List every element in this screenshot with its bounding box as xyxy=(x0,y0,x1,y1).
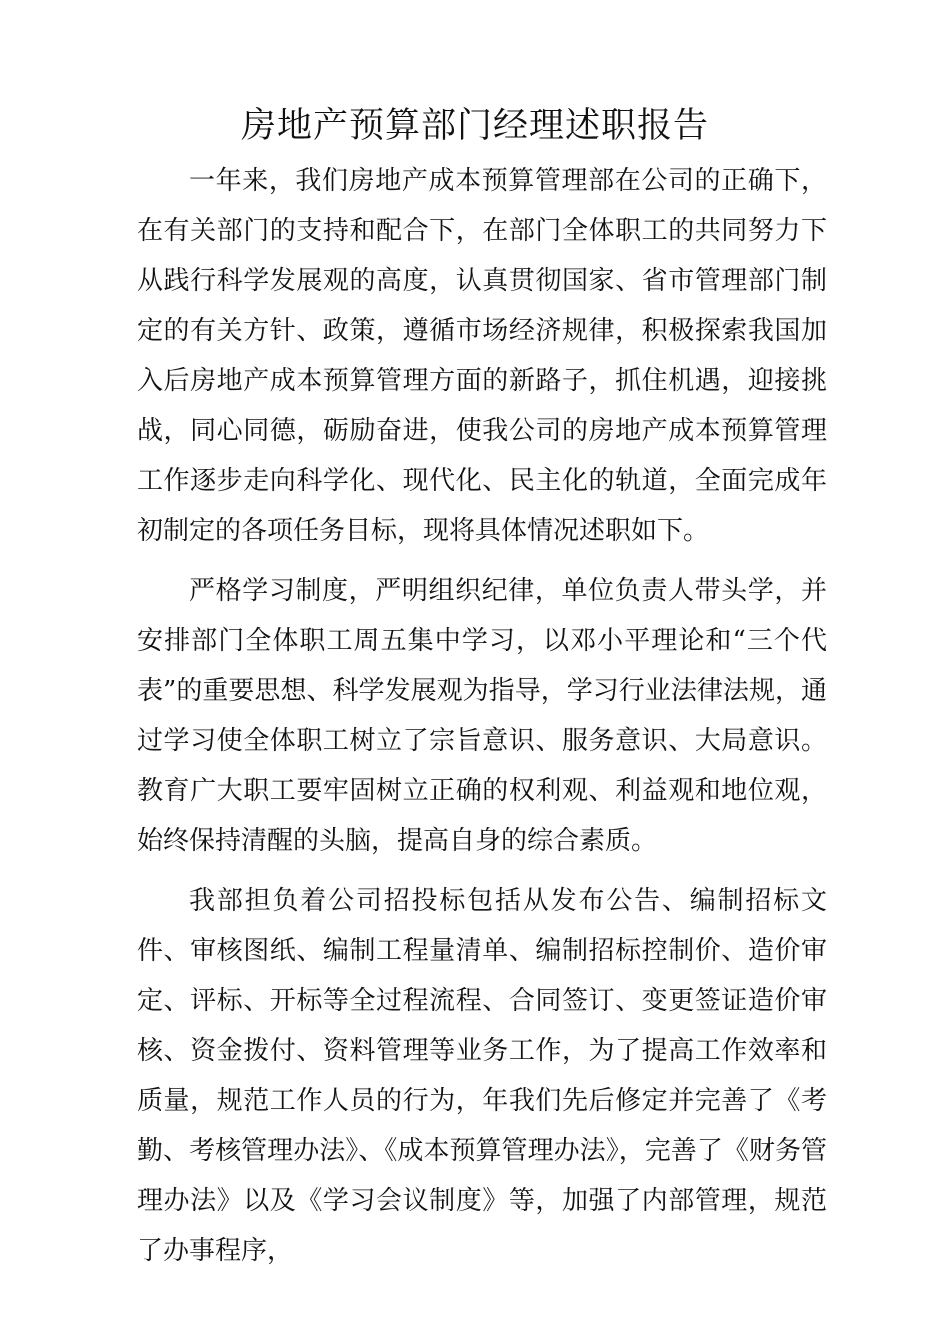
document-title: 房地产预算部门经理述职报告 xyxy=(240,106,709,146)
paragraph-1: 一年来，我们房地产成本预算管理部在公司的正确下，在有关部门的支持和配合下，在部门全体职工的共同努力下从践行科学发展观的高度，认真贯彻国家、省市管理部门制定的有关方针、政策，遵循市场经济规律，积极探索我国加入后房地产成本预算管理方面的新路子，抓住机遇，迎接挑战，同心同德，砺励奋进，使我公司的房地产成本预算管理工作逐步走向科学化、现代化、民主化的轨道，全面完成年初制定的各项任务目标，现将具体情况述职如下。 xyxy=(137,166,827,546)
document-body xyxy=(137,156,827,1276)
paragraph-2: 严格学习制度，严明组织纪律，单位负责人带头学，并安排部门全体职工周五集中学习，以邓小平理论和“三个代表”的重要思想、科学发展观为指导，学习行业法律法规，通过学习使全体职工树立了宗旨意识、服务意识、大局意识。教育广大职工要牢固树立正确的权利观、利益观和地位观，始终保持清醒的头脑，提高自身的综合素质。 xyxy=(137,576,827,856)
paragraph-3: 我部担负着公司招投标包括从发布公告、编制招标文件、审核图纸、编制工程量清单、编制招标控制价、造价审定、评标、开标等全过程流程、合同签订、变更签证造价审核、资金拨付、资料管理等业务工作，为了提高工作效率和质量，规范工作人员的行为，年我们先后修定并完善了《考勤、考核管理办法》、《成本预算管理办法》，完善了《财务管理办法》以及《学习会议制度》等，加强了内部管理，规范了办事程序， xyxy=(137,886,827,1266)
